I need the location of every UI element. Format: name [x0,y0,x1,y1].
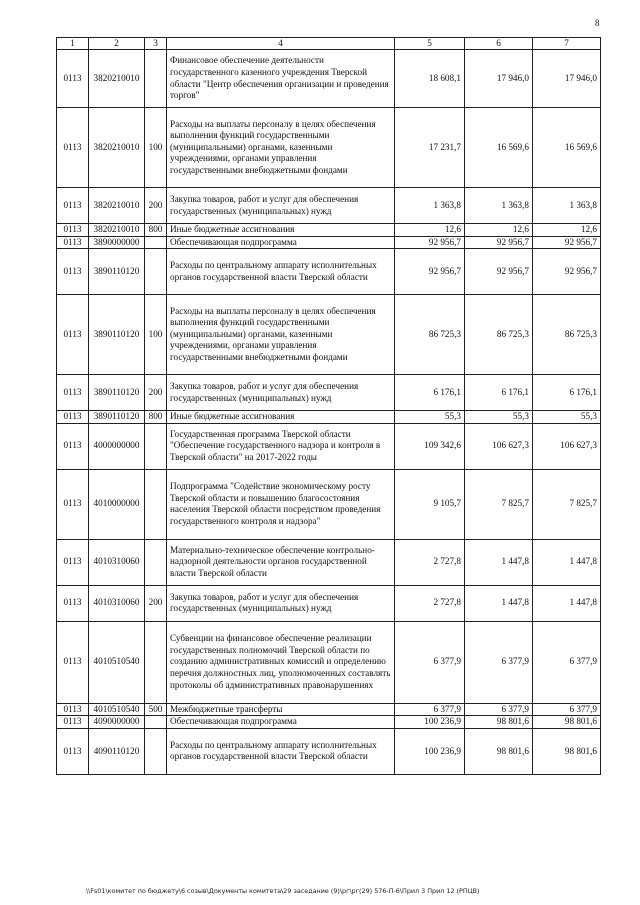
amount-col5-cell: 12,6 [395,224,465,237]
section-code-cell: 0113 [57,703,89,716]
table-row [57,716,601,729]
amount-col7-cell: 7 825,7 [533,469,601,539]
amount-col7-cell: 92 956,7 [533,249,601,295]
item-name-cell: Закупка товаров, работ и услуг для обеспечения государственных (муниципальных) нужд [167,375,395,411]
item-name-cell: Расходы на выплаты персоналу в целях обеспечения выполнения функций государственными (муниципальными) органами, казенными учреждениями, органами управления государственными внебюджетными фондами [167,295,395,375]
amount-col6-cell: 6 377,9 [465,703,533,716]
target-article-cell: 4090000000 [89,716,145,729]
amount-col7-cell: 98 801,6 [533,728,601,774]
section-code-cell: 0113 [57,539,89,585]
amount-col6-cell: 12,6 [465,224,533,237]
amount-col7-cell: 6 176,1 [533,375,601,411]
amount-col7-cell: 86 725,3 [533,295,601,375]
amount-col6-cell: 106 627,3 [465,423,533,469]
amount-col6-cell: 1 363,8 [465,188,533,224]
section-code-cell: 0113 [57,295,89,375]
section-code-cell: 0113 [57,716,89,729]
amount-col7-cell: 92 956,7 [533,236,601,249]
amount-col6-cell: 1 447,8 [465,539,533,585]
table-row [57,728,601,774]
expense-type-cell [145,423,167,469]
table-row [57,621,601,703]
expense-type-cell: 500 [145,703,167,716]
amount-col5-cell: 2 727,8 [395,585,465,621]
target-article-cell: 4010510540 [89,621,145,703]
table-row [57,585,601,621]
table-row [57,188,601,224]
item-name-cell: Материально-техническое обеспечение контрольно-надзорной деятельности органов государственной власти Тверской области [167,539,395,585]
expense-type-cell [145,236,167,249]
section-code-cell: 0113 [57,108,89,188]
table-row [57,375,601,411]
item-name-cell: Расходы по центральному аппарату исполнительных органов государственной власти Тверской области [167,249,395,295]
section-code-cell: 0113 [57,585,89,621]
item-name-cell: Обеспечивающая подпрограмма [167,236,395,249]
item-name-cell: Подпрограмма "Содействие экономическому росту Тверской области и повышению благосостояния населения Тверской области посредством проведения государственного контроля и надзора" [167,469,395,539]
target-article-cell: 3820210010 [89,188,145,224]
file-path-footer: \\Fs01\комитет по бюджету\6 созыв\Документы комитета\29 заседание (9)\рг\рг(29) 576-П-6\Прил 3 Прил 12 (РПЦВ) [86,887,480,895]
amount-col6-cell: 86 725,3 [465,295,533,375]
amount-col6-cell: 6 377,9 [465,621,533,703]
amount-col5-cell: 92 956,7 [395,236,465,249]
target-article-cell: 4010310060 [89,539,145,585]
item-name-cell: Иные бюджетные ассигнования [167,411,395,424]
item-name-cell: Субвенции на финансовое обеспечение реализации государственных полномочий Тверской области по созданию административных комиссий и определению перечня должностных лиц, уполномоченных составлять протоколы об административных правонарушениях [167,621,395,703]
item-name-cell: Обеспечивающая подпрограмма [167,716,395,729]
expense-type-cell [145,539,167,585]
expense-type-cell: 200 [145,375,167,411]
amount-col6-cell: 7 825,7 [465,469,533,539]
section-code-cell: 0113 [57,375,89,411]
expense-type-cell: 200 [145,188,167,224]
item-name-cell: Межбюджетные трансферты [167,703,395,716]
amount-col5-cell: 2 727,8 [395,539,465,585]
section-code-cell: 0113 [57,621,89,703]
target-article-cell: 3890000000 [89,236,145,249]
target-article-cell: 3820210010 [89,50,145,108]
table-row [57,411,601,424]
amount-col6-cell: 1 447,8 [465,585,533,621]
target-article-cell: 3890110120 [89,249,145,295]
section-code-cell: 0113 [57,249,89,295]
amount-col5-cell: 18 608,1 [395,50,465,108]
expense-type-cell [145,728,167,774]
target-article-cell: 3820210010 [89,108,145,188]
amount-col6-cell: 17 946,0 [465,50,533,108]
expense-type-cell [145,716,167,729]
section-code-cell: 0113 [57,188,89,224]
amount-col5-cell: 55,3 [395,411,465,424]
amount-col5-cell: 86 725,3 [395,295,465,375]
amount-col7-cell: 106 627,3 [533,423,601,469]
amount-col6-cell: 16 569,6 [465,108,533,188]
amount-col6-cell: 98 801,6 [465,716,533,729]
amount-col5-cell: 9 105,7 [395,469,465,539]
expense-type-cell: 800 [145,224,167,237]
target-article-cell: 4010310060 [89,585,145,621]
expense-type-cell [145,50,167,108]
target-article-cell: 4010510540 [89,703,145,716]
amount-col5-cell: 6 176,1 [395,375,465,411]
expense-type-cell: 100 [145,295,167,375]
amount-col5-cell: 1 363,8 [395,188,465,224]
amount-col6-cell: 55,3 [465,411,533,424]
expense-type-cell: 200 [145,585,167,621]
table-row [57,703,601,716]
amount-col7-cell: 17 946,0 [533,50,601,108]
target-article-cell: 3890110120 [89,411,145,424]
expense-type-cell: 800 [145,411,167,424]
column-header: 5 [395,38,465,50]
target-article-cell: 4090110120 [89,728,145,774]
target-article-cell: 3890110120 [89,295,145,375]
amount-col5-cell: 92 956,7 [395,249,465,295]
table-row [57,224,601,237]
item-name-cell: Закупка товаров, работ и услуг для обеспечения государственных (муниципальных) нужд [167,188,395,224]
column-header: 4 [167,38,395,50]
table-row [57,469,601,539]
amount-col7-cell: 1 363,8 [533,188,601,224]
amount-col5-cell: 6 377,9 [395,703,465,716]
section-code-cell: 0113 [57,224,89,237]
page-number: 8 [595,18,600,28]
column-header: 6 [465,38,533,50]
amount-col7-cell: 1 447,8 [533,585,601,621]
amount-col5-cell: 6 377,9 [395,621,465,703]
expense-type-cell [145,249,167,295]
amount-col5-cell: 100 236,9 [395,728,465,774]
amount-col6-cell: 6 176,1 [465,375,533,411]
amount-col7-cell: 6 377,9 [533,703,601,716]
table-row [57,236,601,249]
table-header-row [57,38,601,50]
table-row [57,423,601,469]
table-row [57,249,601,295]
item-name-cell: Закупка товаров, работ и услуг для обеспечения государственных (муниципальных) нужд [167,585,395,621]
section-code-cell: 0113 [57,728,89,774]
expense-type-cell [145,469,167,539]
section-code-cell: 0113 [57,50,89,108]
target-article-cell: 3890110120 [89,375,145,411]
amount-col5-cell: 109 342,6 [395,423,465,469]
amount-col6-cell: 92 956,7 [465,249,533,295]
amount-col5-cell: 17 231,7 [395,108,465,188]
item-name-cell: Государственная программа Тверской области "Обеспечение государственного надзора и контроля в Тверской области" на 2017-2022 годы [167,423,395,469]
amount-col6-cell: 92 956,7 [465,236,533,249]
item-name-cell: Финансовое обеспечение деятельности государственного казенного учреждения Тверской области "Центр обеспечения организации и проведения торгов" [167,50,395,108]
column-header: 7 [533,38,601,50]
amount-col7-cell: 1 447,8 [533,539,601,585]
section-code-cell: 0113 [57,423,89,469]
amount-col7-cell: 55,3 [533,411,601,424]
target-article-cell: 3820210010 [89,224,145,237]
section-code-cell: 0113 [57,236,89,249]
amount-col6-cell: 98 801,6 [465,728,533,774]
table-row [57,50,601,108]
expense-type-cell [145,621,167,703]
column-header: 1 [57,38,89,50]
column-header: 3 [145,38,167,50]
item-name-cell: Расходы на выплаты персоналу в целях обеспечения выполнения функций государственными (муниципальными) органами, казенными учреждениями, органами управления государственными внебюджетными фондами [167,108,395,188]
amount-col7-cell: 12,6 [533,224,601,237]
section-code-cell: 0113 [57,469,89,539]
table-row [57,539,601,585]
budget-table [56,37,601,775]
table-row [57,108,601,188]
amount-col5-cell: 100 236,9 [395,716,465,729]
amount-col7-cell: 6 377,9 [533,621,601,703]
target-article-cell: 4000000000 [89,423,145,469]
section-code-cell: 0113 [57,411,89,424]
column-header: 2 [89,38,145,50]
table-row [57,295,601,375]
item-name-cell: Иные бюджетные ассигнования [167,224,395,237]
amount-col7-cell: 16 569,6 [533,108,601,188]
target-article-cell: 4010000000 [89,469,145,539]
expense-type-cell: 100 [145,108,167,188]
amount-col7-cell: 98 801,6 [533,716,601,729]
item-name-cell: Расходы по центральному аппарату исполнительных органов государственной власти Тверской области [167,728,395,774]
